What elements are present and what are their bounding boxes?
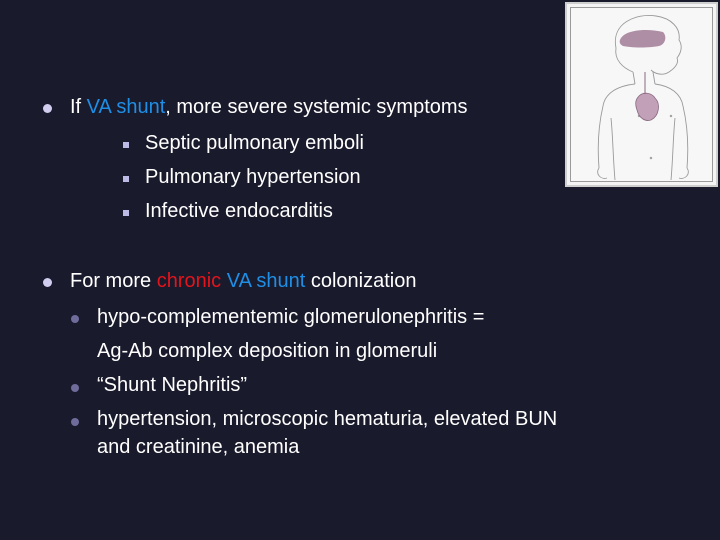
bullet-chronic-colonization: [70, 270, 417, 293]
bullet-text: If: [70, 96, 87, 118]
bullet-icon: [71, 418, 79, 426]
bullet-va-shunt-symptoms: [70, 96, 468, 119]
sub-item-septic-emboli: Septic pulmonary emboli: [145, 132, 364, 154]
bullet-icon: [71, 315, 79, 323]
highlight-va-shunt: VA shunt: [226, 270, 306, 292]
sub-item-infective-endocarditis: Infective endocarditis: [145, 200, 333, 222]
sub-item-glomerulonephritis: hypo-complementemic glomerulonephritis =: [97, 306, 485, 328]
bullet-icon: [71, 384, 79, 392]
child-figure-icon: [571, 8, 716, 185]
brain-ventricles-icon: [620, 30, 666, 48]
highlight-chronic: chronic: [156, 270, 222, 292]
sub-item-pulmonary-hypertension: Pulmonary hypertension: [145, 166, 361, 188]
bullet-text-suffix: , more severe systemic symptoms: [165, 96, 468, 118]
square-bullet-icon: [123, 176, 129, 182]
sub-item-hypertension-findings: hypertension, microscopic hematuria, elevated BUN: [97, 408, 558, 430]
square-bullet-icon: [123, 210, 129, 216]
sub-item-shunt-nephritis: “Shunt Nephritis”: [97, 374, 248, 396]
square-bullet-icon: [123, 142, 129, 148]
bullet-icon: [43, 278, 52, 287]
sub-item-glomerulonephritis-cont: Ag-Ab complex deposition in glomeruli: [97, 340, 438, 362]
illustration-frame: [570, 7, 713, 182]
bullet-text: For more: [70, 270, 157, 292]
child-anatomy-illustration: [565, 2, 718, 187]
bullet-text-suffix: colonization: [305, 270, 417, 292]
highlight-va-shunt: VA shunt: [86, 96, 166, 118]
bullet-icon: [43, 104, 52, 113]
sub-item-hypertension-findings-cont: and creatinine, anemia: [97, 436, 300, 458]
